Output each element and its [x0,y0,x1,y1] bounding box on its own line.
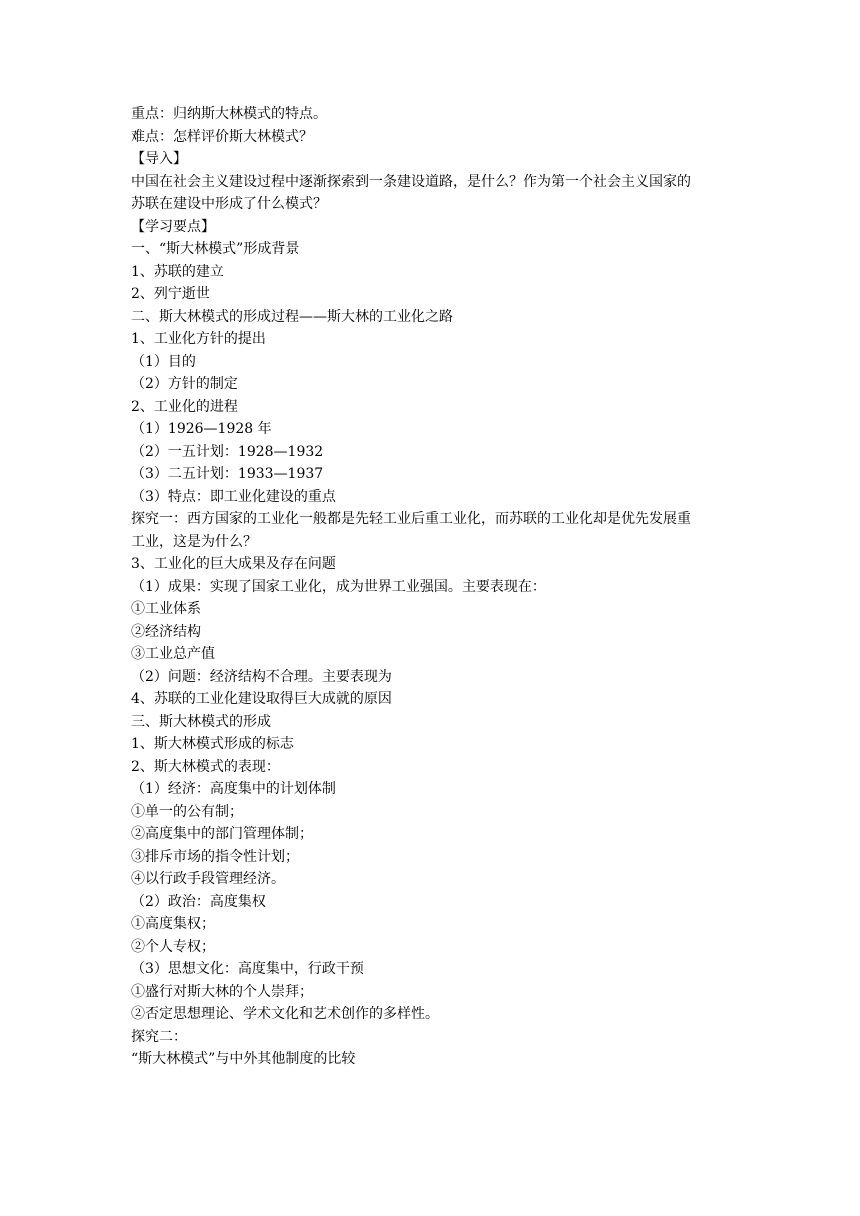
list-item: ①盛行对斯大林的个人崇拜； [131,983,313,1000]
paragraph-line: “斯大林模式”与中外其他制度的比较 [131,1051,356,1067]
list-item: ②个人专权； [131,938,215,955]
list-item: （3）特点：即工业化建设的重点 [131,488,336,505]
list-item: ①工业体系 [131,601,201,617]
list-item: （2）问题：经济结构不合理。主要表现为 [131,668,392,685]
list-item: 1、斯大林模式形成的标志 [131,736,294,752]
list-item: ②否定思想理论、学术文化和艺术创作的多样性。 [131,1006,439,1022]
list-item: 2、列宁逝世 [131,286,210,302]
inquiry-line: 工业，这是为什么？ [131,533,257,550]
list-item: ①单一的公有制； [131,803,243,820]
list-item: 1、工业化方针的提出 [131,331,266,347]
key-point-line: 重点：归纳斯大林模式的特点。 [131,106,327,122]
heading-line: 三、斯大林模式的形成 [131,713,271,730]
list-item: ③工业总产值 [131,646,215,662]
list-item: 3、工业化的巨大成果及存在问题 [131,556,336,572]
list-item: （1）目的 [131,353,196,370]
list-item: （1）1926—1928 年 [131,421,272,437]
list-item: （1）成果：实现了国家工业化，成为世界工业强国。主要表现在： [131,578,546,595]
list-item: ③排斥市场的指令性计划； [131,848,299,865]
paragraph-line: 中国在社会主义建设过程中逐渐探索到一条建设道路，是什么？作为第一个社会主义国家的 [131,173,691,190]
list-item: 1、苏联的建立 [131,263,224,280]
heading-line: 一、“斯大林模式”形成背景 [131,241,300,257]
list-item: （2）方针的制定 [131,376,238,392]
list-item: ①高度集权； [131,916,215,932]
section-heading-intro: 【导入】 [131,151,187,167]
section-heading-key-points: 【学习要点】 [131,218,215,235]
list-item: 2、工业化的进程 [131,398,238,415]
list-item: （3）思想文化：高度集中，行政干预 [131,961,364,977]
list-item: 2、斯大林模式的表现： [131,758,280,775]
document-body [131,103,731,1071]
list-item: （3）二五计划：1933—1937 [131,466,324,482]
list-item: 4、苏联的工业化建设取得巨大成就的原因 [131,691,392,707]
inquiry-line: 探究二： [131,1028,187,1045]
list-item: （2）一五计划：1928—1932 [131,443,324,460]
inquiry-line: 探究一：西方国家的工业化一般都是先轻工业后重工业化，而苏联的工业化却是优先发展重 [131,511,691,527]
list-item: （1）经济：高度集中的计划体制 [131,781,336,797]
list-item: ②高度集中的部门管理体制； [131,826,313,842]
heading-line: 二、斯大林模式的形成过程——斯大林的工业化之路 [131,308,453,325]
difficult-point-line: 难点：怎样评价斯大林模式？ [131,128,313,145]
list-item: ②经济结构 [131,623,201,640]
list-item: （2）政治：高度集权 [131,893,266,910]
list-item: ④以行政手段管理经济。 [131,871,285,887]
paragraph-line: 苏联在建设中形成了什么模式？ [131,196,327,212]
